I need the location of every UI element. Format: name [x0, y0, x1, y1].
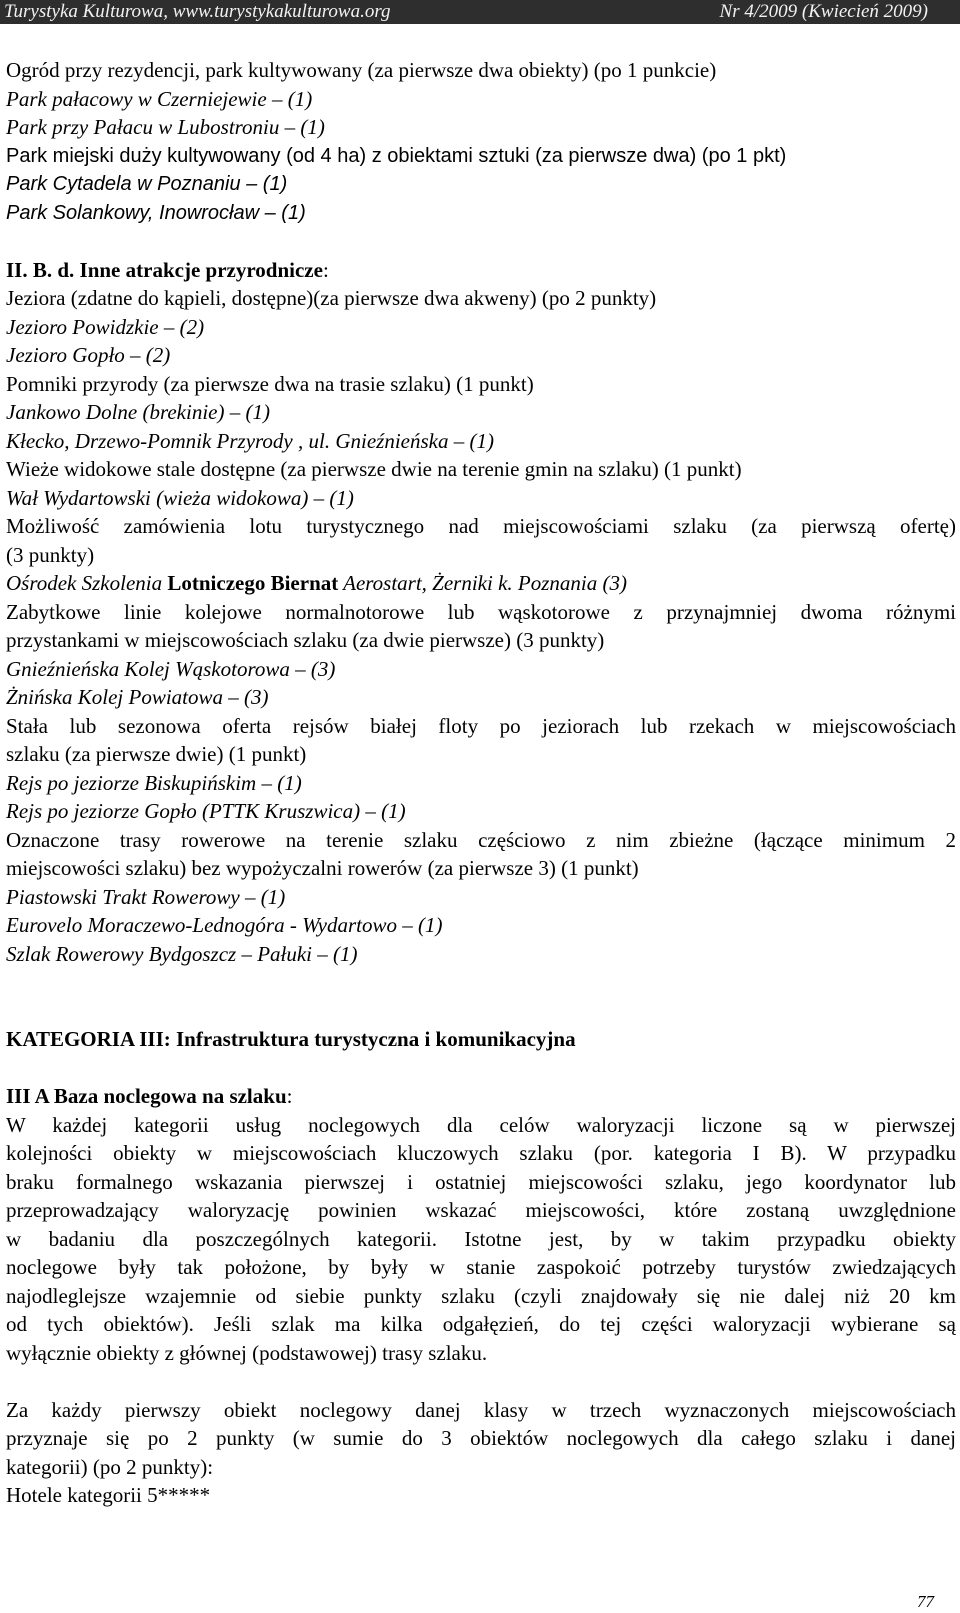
document-body [6, 56, 956, 1510]
bike-heading-cont: miejscowości szlaku) bez wypożyczalni rowerów (za pierwsze 3) (1 punkt) [6, 856, 639, 880]
paragraph-line: w badaniu dla poszczególnych kategorii. Istotne jest, by w takim przypadku obiekty [6, 1226, 956, 1251]
flight-heading: Możliwość zamówienia lotu turystycznego nad miejscowościami szlaku (za pierwszą ofertę) [6, 514, 956, 538]
list-item: Piastowski Trakt Rowerowy – (1) [6, 884, 286, 909]
paragraph-line: wyłącznie obiekty z głównej (podstawowej) trasy szlaku. [6, 1340, 488, 1365]
list-item: Jankowo Dolne (brekinie) – (1) [6, 400, 270, 424]
list-item: Szlak Rowerowy Bydgoszcz – Pałuki – (1) [6, 941, 358, 966]
cruise-heading-cont: szlaku (za pierwsze dwie) (1 punkt) [6, 742, 307, 766]
rail-heading-cont: przystankami w miejscowościach szlaku (za dwie pierwsze) (3 punkty) [6, 628, 605, 652]
list-item: Gnieźnieńska Kolej Wąskotorowa – (3) [6, 656, 336, 681]
hotels-line: Hotele kategorii 5***** [6, 1483, 211, 1507]
paragraph-line: przyznaje się po 2 punkty (w sumie do 3 obiektów noclegowych dla całego szlaku i danej [6, 1426, 956, 1450]
list-item: Kłecko, Drzewo-Pomnik Przyrody , ul. Gnieźnieńska – (1) [6, 428, 494, 453]
paragraph-line: przeprowadzający waloryzację powinien wskazać miejscowości, które zostaną uwzględnione [6, 1198, 956, 1222]
paragraph-line: noclegowe były tak położone, by były w stanie zaspokoić potrzeby turystów zwiedzających [6, 1255, 956, 1279]
rail-heading: Zabytkowe linie kolejowe normalnotorowe lub wąskotorowe z przynajmniej dwoma różnymi [6, 599, 956, 624]
list-item: Żnińska Kolej Powiatowa – (3) [6, 685, 269, 709]
city-parks-heading: Park miejski duży kultywowany (od 4 ha) z obiektami sztuki (za pierwsze dwa) (po 1 pkt) [6, 144, 787, 167]
list-item: Eurovelo Moraczewo-Lednogóra - Wydartowo – (1) [6, 913, 443, 937]
bike-heading: Oznaczone trasy rowerowe na terenie szlaku częściowo z nim zbieżne (łączące minimum 2 [6, 827, 956, 852]
list-item: Ośrodek Szkolenia Lotniczego Biernat Aerostart, Żerniki k. Poznania (3) [6, 571, 627, 595]
journal-title: Turystyka Kulturowa, www.turystykakulturowa.org [4, 1, 391, 22]
paragraph-line: od tych obiektów). Jeśli szlak ma kilka odgałęzień, do tej części waloryzacji wybierane są [6, 1312, 956, 1336]
parks-heading: Ogród przy rezydencji, park kultywowany (za pierwsze dwa obiekty) (po 1 punkcie) [6, 58, 717, 82]
paragraph-line: Za każdy pierwszy obiekt noclegowy danej klasy w trzech wyznaczonych miejscowościach [6, 1397, 956, 1422]
running-header [0, 0, 960, 24]
list-item: Rejs po jeziorze Biskupińskim – (1) [6, 770, 302, 795]
list-item: Park przy Pałacu w Lubostroniu – (1) [6, 115, 325, 139]
paragraph-line: kolejności obiekty w miejscowościach kluczowych szlaku (por. kategoria I B). W przypadku [6, 1141, 956, 1165]
list-item: Rejs po jeziorze Gopło (PTTK Kruszwica) – (1) [6, 799, 406, 823]
issue-label: Nr 4/2009 (Kwiecień 2009) [719, 1, 928, 22]
list-item: Wał Wydartowski (wieża widokowa) – (1) [6, 485, 354, 510]
page-number: 77 [917, 1592, 934, 1611]
paragraph-line: braku formalnego wskazania pierwszej i ostatniej miejscowości szlaku, jego koordynator lub [6, 1169, 956, 1194]
paragraph-line: kategorii) (po 2 punkty): [6, 1454, 214, 1479]
category-title: KATEGORIA III: Infrastruktura turystyczna i komunikacyjna [6, 1027, 576, 1051]
list-item: Jezioro Powidzkie – (2) [6, 314, 205, 339]
monuments-heading: Pomniki przyrody (za pierwsze dwa na trasie szlaku) (1 punkt) [6, 371, 534, 396]
paragraph-line: W każdej kategorii usług noclegowych dla celów waloryzacji liczone są w pierwszej [6, 1112, 956, 1137]
lakes-heading: Jeziora (zdatne do kąpieli, dostępne)(za pierwsze dwa akweny) (po 2 punkty) [6, 286, 657, 310]
section-title: II. B. d. Inne atrakcje przyrodnicze: [6, 257, 329, 282]
list-item: Jezioro Gopło – (2) [6, 343, 171, 367]
subsection-title: III A Baza noclegowa na szlaku: [6, 1084, 293, 1108]
list-item: Park Solankowy, Inowrocław – (1) [6, 201, 306, 224]
flight-heading-cont: (3 punkty) [6, 542, 95, 567]
list-item: Park Cytadela w Poznaniu – (1) [6, 173, 288, 195]
cruise-heading: Stała lub sezonowa oferta rejsów białej floty po jeziorach lub rzekach w miejscowościach [6, 713, 956, 738]
towers-heading: Wieże widokowe stale dostępne (za pierwsze dwie na terenie gmin na szlaku) (1 punkt) [6, 457, 742, 481]
list-item: Park pałacowy w Czerniejewie – (1) [6, 86, 313, 111]
paragraph-line: najodleglejsze wzajemnie od siebie punkty szlaku (czyli znajdowały się nie dalej niż 20 km [6, 1283, 956, 1308]
